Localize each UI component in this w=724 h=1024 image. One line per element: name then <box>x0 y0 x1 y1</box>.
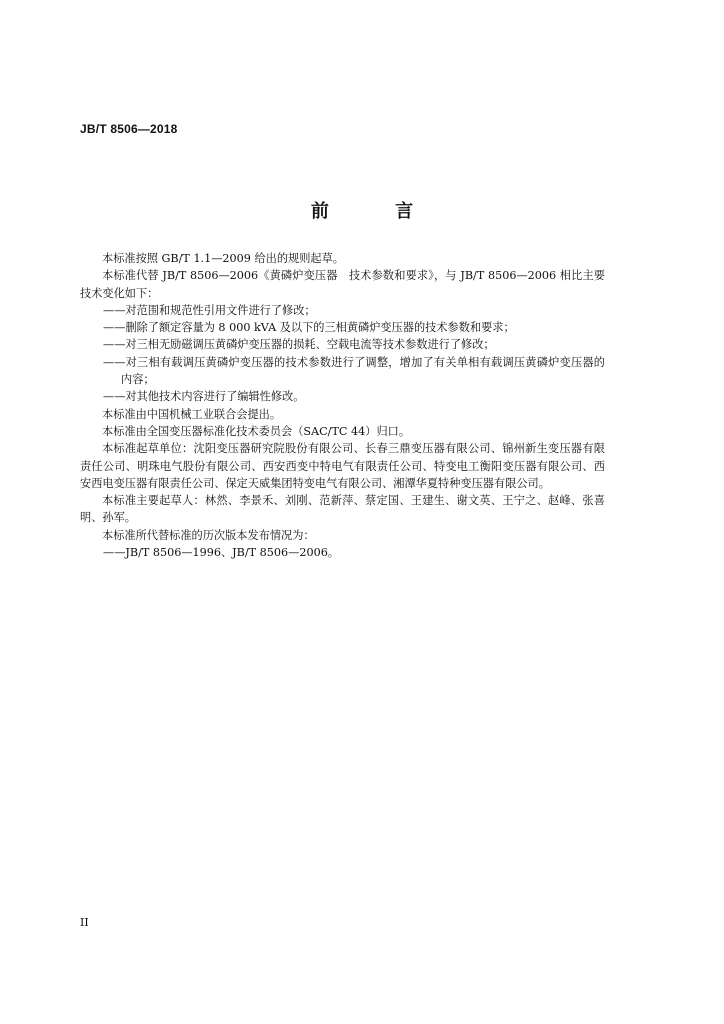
paragraph-main-drafters: 本标准主要起草人：林然、李景禾、刘刚、范新萍、蔡定国、王建生、谢文英、王宁之、赵峰、张喜明、孙军。 <box>80 494 605 525</box>
paragraph-technical-committee: 本标准由全国变压器标准化技术委员会（SAC/TC 44）归口。 <box>102 424 411 438</box>
change-item-2: ——删除了额定容量为 8 000 kVA 及以下的三相黄磷炉变压器的技术参数和要求； <box>103 321 515 335</box>
page-number: II <box>80 916 89 929</box>
standard-code: JB/T 8506—2018 <box>80 122 178 136</box>
paragraph-history-intro: 本标准所代替标准的历次版本发布情况为： <box>102 528 315 542</box>
change-item-5: ——对其他技术内容进行了编辑性修改。 <box>103 390 305 404</box>
paragraph-proposed-by: 本标准由中国机械工业联合会提出。 <box>102 407 282 421</box>
change-item-3: ——对三相无励磁调压黄磷炉变压器的损耗、空载电流等技术参数进行了修改； <box>103 338 495 352</box>
paragraph-drafting-units: 本标准起草单位：沈阳变压器研究院股份有限公司、长春三鼎变压器有限公司、锦州新生变压器有限责任公司、明珠电气股份有限公司、西安西变中特电气有限责任公司、特变电工衡阳变压器有限公司、西安西电变压器有限责任公司、保定天威集团特变电气有限公司、湘潭华夏特种变压器有限公司。 <box>80 442 605 490</box>
change-item-4: ——对三相有载调压黄磷炉变压器的技术参数进行了调整，增加了有关单相有载调压黄磷炉变压器的内容； <box>103 355 605 387</box>
change-item-1: ——对范围和规范性引用文件进行了修改； <box>103 303 316 317</box>
history-item: ——JB/T 8506—1996、JB/T 8506—2006。 <box>103 546 339 560</box>
page-title: 前 言 <box>310 201 444 222</box>
paragraph-replacement: 本标准代替 JB/T 8506—2006《黄磷炉变压器 技术参数和要求》，与 JB/T 8506—2006 相比主要技术变化如下： <box>80 269 605 300</box>
foreword-body <box>80 250 605 561</box>
paragraph-drafting-rules: 本标准按照 GB/T 1.1—2009 给出的规则起草。 <box>102 252 344 265</box>
